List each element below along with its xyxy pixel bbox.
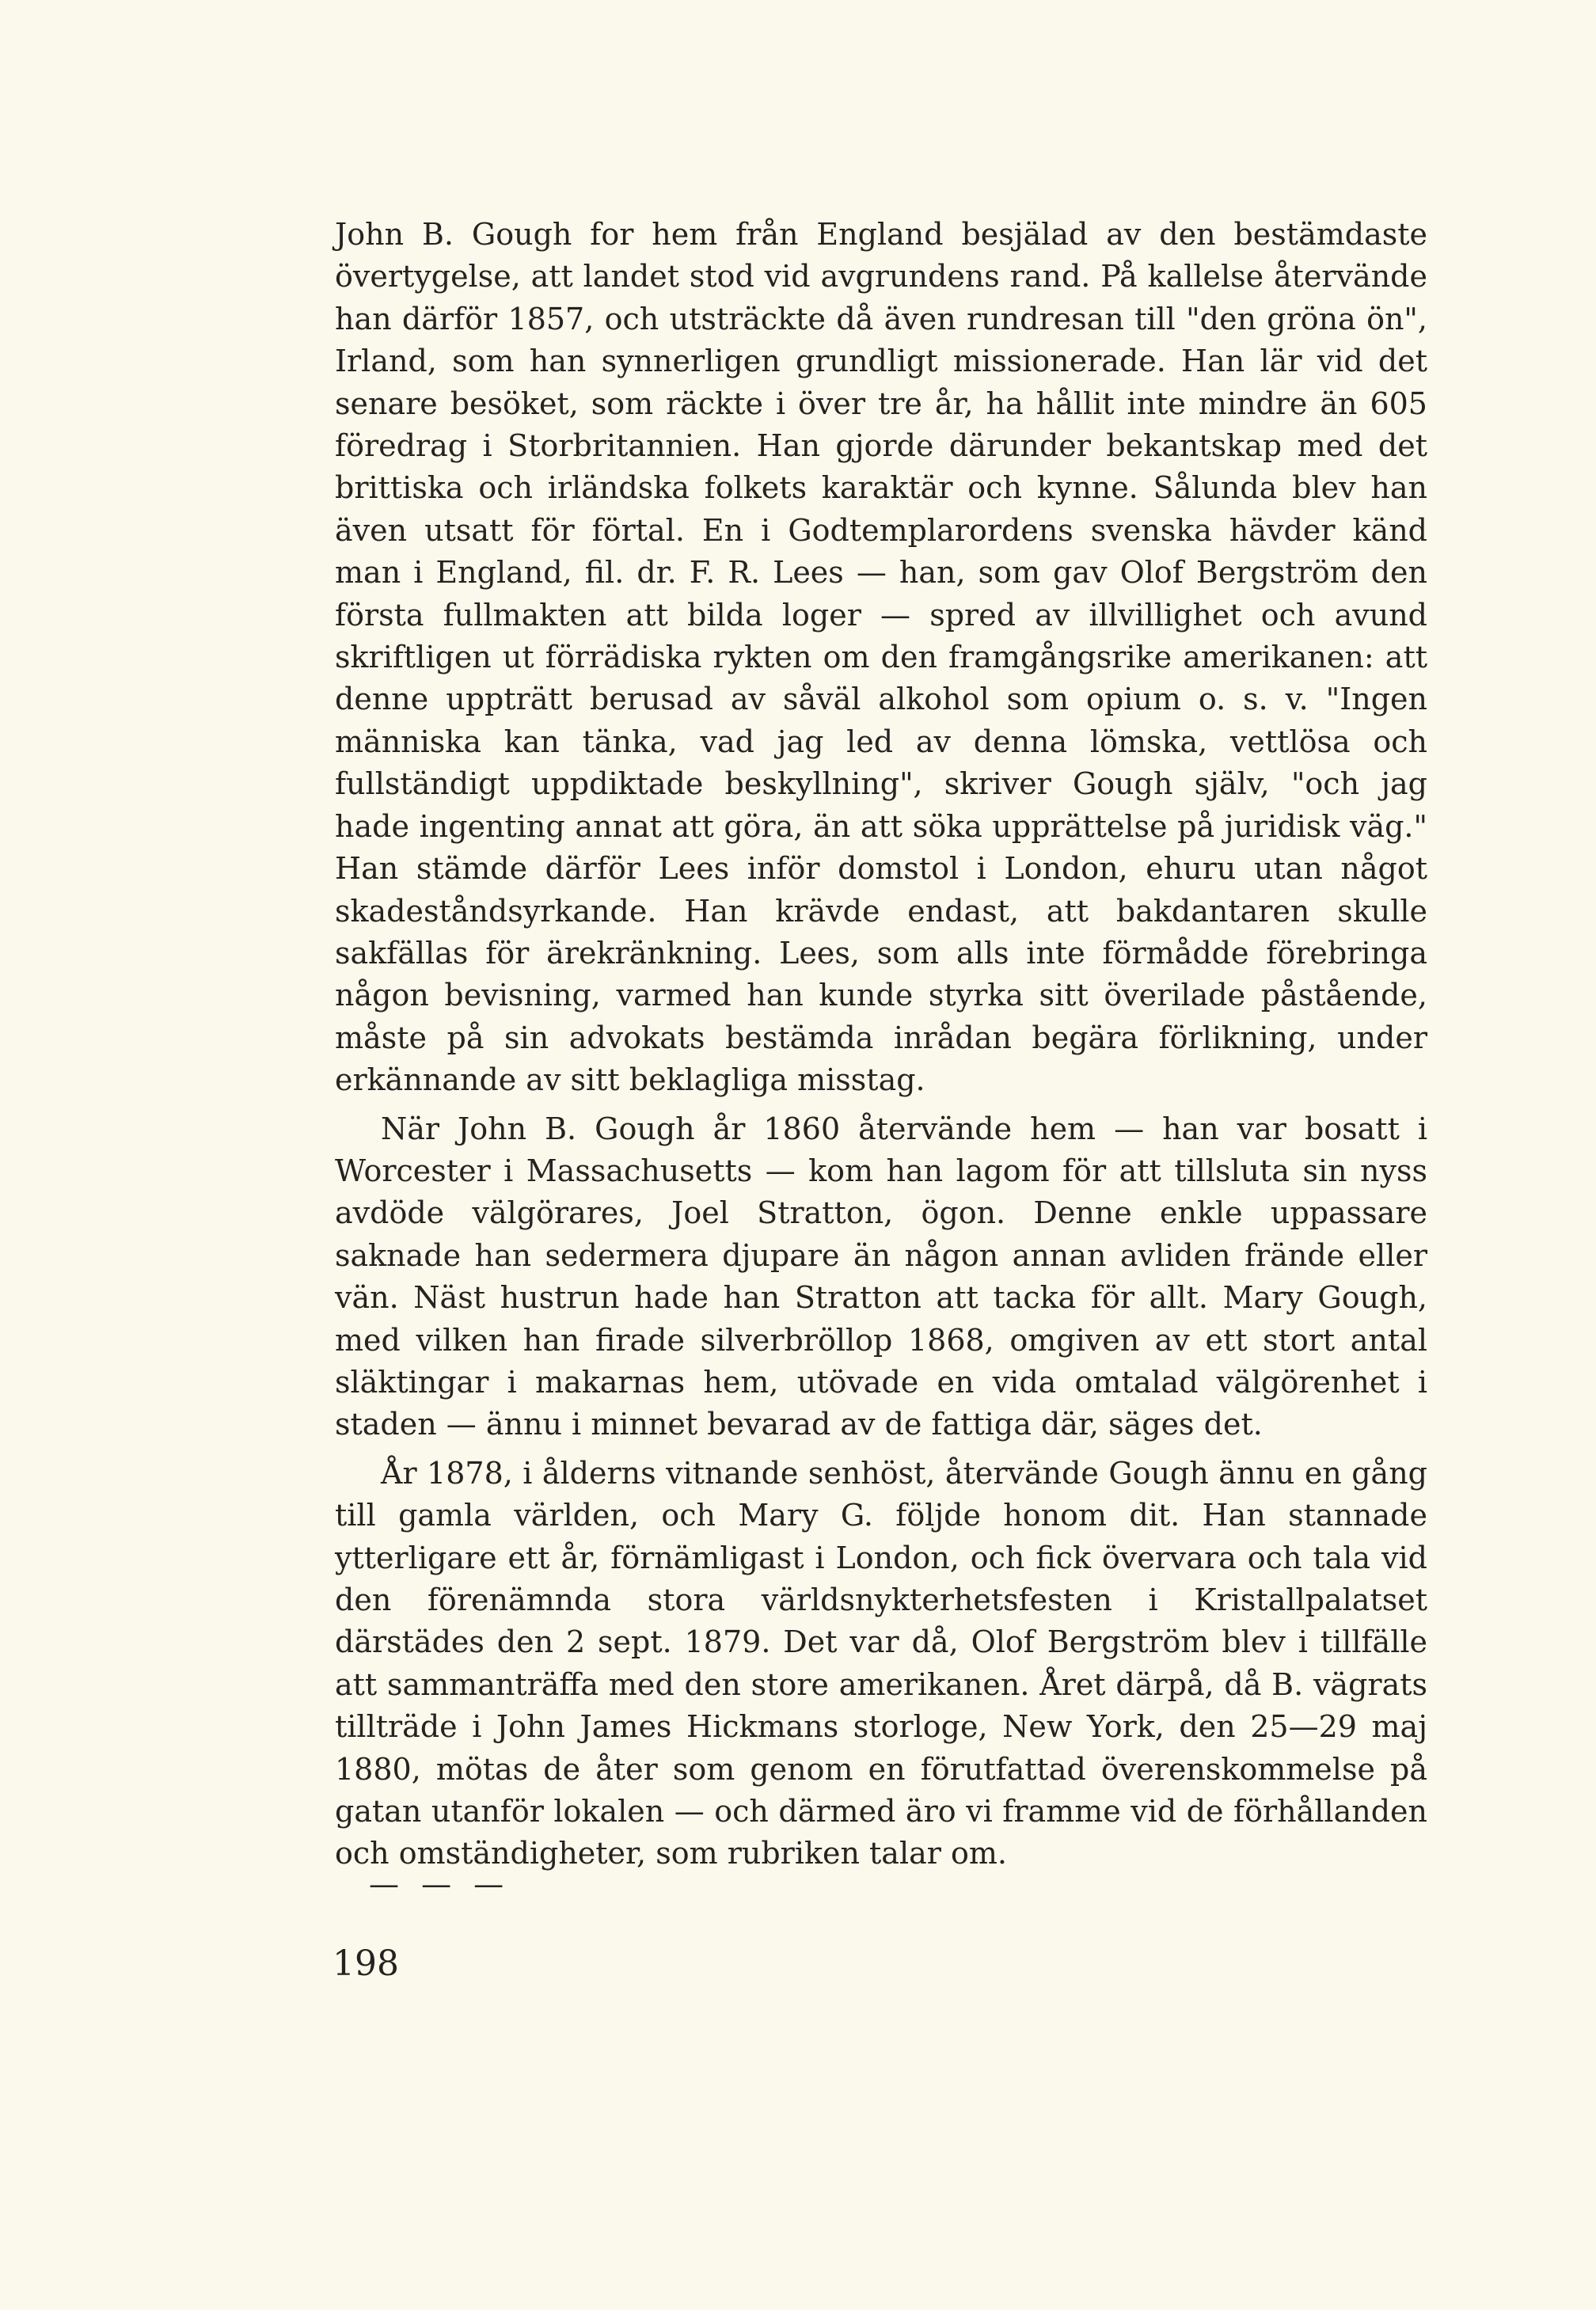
section-separator: — — —	[369, 1867, 511, 1902]
paragraph-3: År 1878, i ålderns vitnande senhöst, återvände Gough ännu en gång till gamla världen, och Mary G. följde honom dit. Han stannade ytterligare ett år, förnämligast i London, och fick övervara och tala vid den förenämnda stora världsnykterhetsfesten i Kristallpalatset därstädes den 2 sept. 1879. Det var då, Olof Bergström blev i tillfälle att sammanträffa med den store amerikanen. Året därpå, då B. vägrats tillträde i John James Hickmans storloge, New York, den 25—29 maj 1880, mötas de åter som genom en förutfattad överenskommelse på gatan utanför lokalen — och därmed äro vi framme vid de förhållanden och omständigheter, som rubriken talar om.	[335, 1455, 1427, 1871]
paragraph-2: När John B. Gough år 1860 återvände hem — han var bosatt i Worcester i Massachusetts — kom han lagom för att tillsluta sin nyss avdöde välgörares, Joel Stratton, ögon. Denne enkle uppassare saknade han sedermera djupare än någon annan avliden frände eller vän. Näst hustrun hade han Stratton att tacka för allt. Mary Gough, med vilken han firade silverbröllop 1868, omgiven av ett stort antal släktingar i makarnas hem, utövade en vida omtalad välgörenhet i staden — ännu i minnet bevarad av de fattiga där, säges det.	[335, 1111, 1427, 1442]
body-text	[335, 214, 1427, 1875]
page-number: 198	[332, 1943, 399, 1984]
paragraph-1: John B. Gough for hem från England besjälad av den bestämdaste övertygelse, att landet stod vid avgrundens rand. På kallelse återvände han därför 1857, och utsträckte då även rundresan till "den gröna ön", Irland, som han synnerligen grundligt missionerade. Han lär vid det senare besöket, som räckte i över tre år, ha hållit inte mindre än 605 föredrag i Storbritannien. Han gjorde därunder bekantskap med det brittiska och irländska folkets karaktär och kynne. Sålunda blev han även utsatt för förtal. En i Godtemplarordens svenska hävder känd man i England, fil. dr. F. R. Lees — han, som gav Olof Bergström den första fullmakten att bilda loger — spred av illvillighet och avund skriftligen ut förrädiska rykten om den framgångsrike amerikanen: att denne uppträtt berusad av såväl alkohol som opium o. s. v. "Ingen människa kan tänka, vad jag led av denna lömska, vettlösa och fullständigt uppdiktade beskyllning", skriver Gough själv, "och jag hade ingenting annat att göra, än att söka upprättelse på juridisk väg." Han stämde därför Lees inför domstol i London, ehuru utan något skadeståndsyrkande. Han krävde endast, att bakdantaren skulle sakfällas för ärekränkning. Lees, som alls inte förmådde förebringa någon bevisning, varmed han kunde styrka sitt överilade påstående, måste på sin advokats bestämda inrådan begära förlikning, under erkännande av sitt beklagliga misstag.	[335, 217, 1427, 1098]
